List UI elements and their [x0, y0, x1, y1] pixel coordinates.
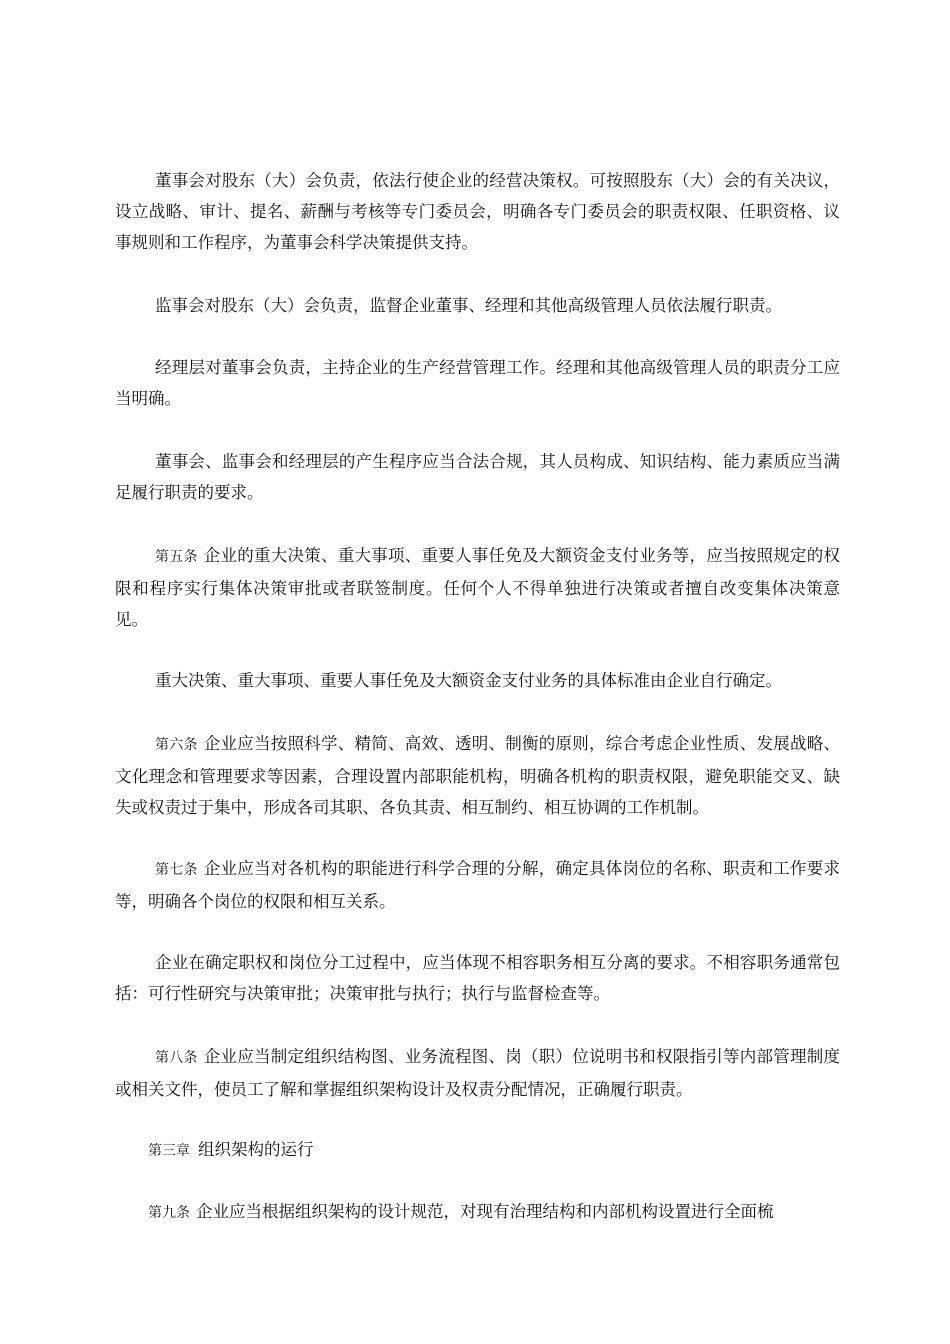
article-7 — [115, 853, 840, 917]
article-number: 第八条 — [155, 1050, 198, 1066]
document-page — [115, 0, 840, 1344]
article-number: 第五条 — [155, 549, 198, 565]
article-number: 第七条 — [155, 862, 198, 878]
article-6 — [115, 728, 840, 823]
article-9 — [115, 1196, 840, 1229]
article-8 — [115, 1041, 840, 1105]
paragraph-text: 企业应当制定组织结构图、业务流程图、岗（职）位说明书和权限指引等内部管理制度或相关文件，使员工了解和掌握组织架构设计及权责分配情况，正确履行职责。 — [115, 1047, 840, 1099]
paragraph-text: 经理层对董事会负责，主持企业的生产经营管理工作。经理和其他高级管理人员的职责分工应当明确。 — [115, 358, 840, 408]
paragraph-board-of-supervisors — [115, 290, 840, 321]
paragraph-text: 企业的重大决策、重大事项、重要人事任免及大额资金支付业务等，应当按照规定的权限和程序实行集体决策审批或者联签制度。任何个人不得单独进行决策或者擅自改变集体决策意见。 — [115, 546, 840, 629]
paragraph-major-decision-standard — [115, 665, 840, 696]
paragraph-text: 董事会、监事会和经理层的产生程序应当合法合规，其人员构成、知识结构、能力素质应当满足履行职责的要求。 — [115, 452, 840, 502]
paragraph-text: 监事会对股东（大）会负责，监督企业董事、经理和其他高级管理人员依法履行职责。 — [155, 296, 782, 315]
paragraph-incompatible-duties — [115, 947, 840, 1009]
chapter-3-heading — [115, 1134, 840, 1167]
paragraph-text: 董事会对股东（大）会负责，依法行使企业的经营决策权。可按照股东（大）会的有关决议，设立战略、审计、提名、薪酬与考核等专门委员会，明确各专门委员会的职责权限、任职资格、议事规则和工作程序，为董事会科学决策提供支持。 — [115, 171, 840, 252]
chapter-title: 组织架构的运行 — [198, 1140, 314, 1159]
chapter-number: 第三章 — [148, 1143, 190, 1159]
article-number: 第六条 — [155, 737, 198, 753]
paragraph-appointment-procedure — [115, 446, 840, 508]
paragraph-text: 企业应当按照科学、精简、高效、透明、制衡的原则，综合考虑企业性质、发展战略、文化理念和管理要求等因素，合理设置内部职能机构，明确各机构的职责权限，避免职能交叉、缺失或权责过于集中，形成各司其职、各负其责、相互制约、相互协调的工作机制。 — [115, 734, 840, 817]
paragraph-text: 企业应当对各机构的职能进行科学合理的分解，确定具体岗位的名称、职责和工作要求等，明确各个岗位的权限和相互关系。 — [115, 859, 840, 911]
paragraph-text: 企业在确定职权和岗位分工过程中，应当体现不相容职务相互分离的要求。不相容职务通常包括：可行性研究与决策审批；决策审批与执行；执行与监督检查等。 — [115, 953, 840, 1003]
article-number: 第九条 — [148, 1205, 190, 1221]
paragraph-board-of-directors — [115, 165, 840, 258]
article-5 — [115, 540, 840, 635]
paragraph-text: 企业应当根据组织架构的设计规范，对现有治理结构和内部机构设置进行全面梳 — [196, 1202, 774, 1221]
paragraph-management — [115, 352, 840, 414]
paragraph-text: 重大决策、重大事项、重要人事任免及大额资金支付业务的具体标准由企业自行确定。 — [155, 671, 782, 690]
